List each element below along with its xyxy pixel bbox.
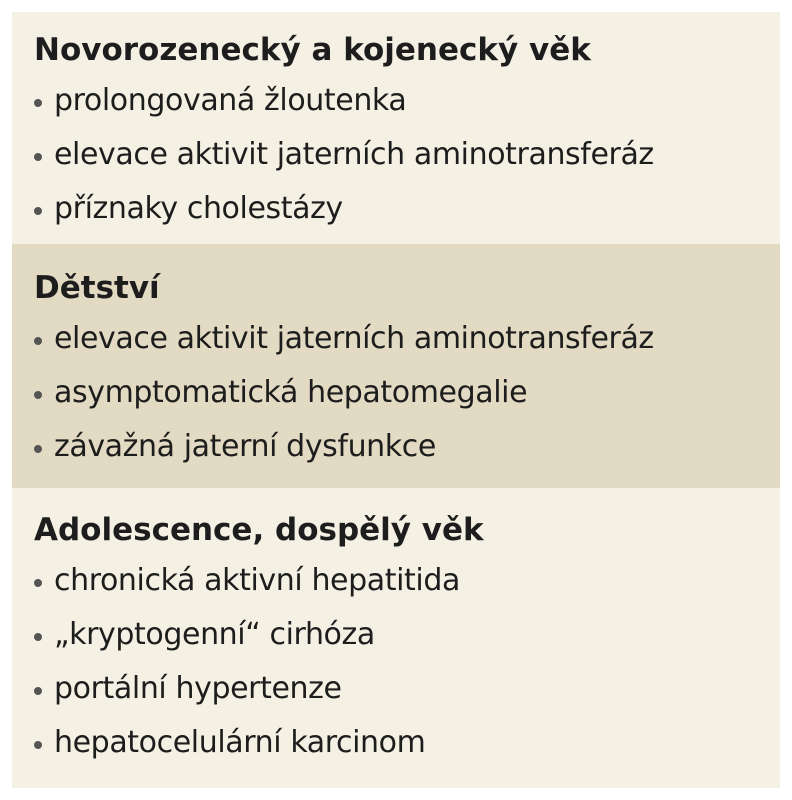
list-item-text: příznaky cholestázy [54, 191, 343, 226]
bullet-icon [34, 579, 42, 587]
list-item [34, 366, 770, 420]
bullet-icon [34, 337, 42, 345]
section-newborn-infant [12, 12, 780, 244]
list-item [34, 554, 770, 608]
bullet-icon [34, 391, 42, 399]
section-title: Adolescence, dospělý věk [34, 512, 484, 548]
bullet-icon [34, 207, 42, 215]
section-title: Dětství [34, 270, 160, 306]
list-item-text: závažná jaterní dysfunkce [54, 429, 436, 464]
list-item-text: elevace aktivit jaterních aminotransferáz [54, 321, 654, 356]
list-item [34, 182, 770, 236]
bullet-icon [34, 633, 42, 641]
list-item [34, 608, 770, 662]
list-item-text: portální hypertenze [54, 671, 342, 706]
age-symptom-table [12, 12, 780, 788]
list-item-text: elevace aktivit jaterních aminotransferáz [54, 137, 654, 172]
bullet-icon [34, 99, 42, 107]
list-item-text: prolongovaná žloutenka [54, 83, 407, 118]
list-item [34, 128, 770, 182]
list-item [34, 662, 770, 716]
list-item [34, 74, 770, 128]
section-childhood [12, 244, 780, 488]
section-adolescence-adult [12, 488, 780, 788]
list-item [34, 312, 770, 366]
list-item-text: chronická aktivní hepatitida [54, 563, 460, 598]
list-item-text: asymptomatická hepatomegalie [54, 375, 528, 410]
list-item [34, 420, 770, 474]
section-title: Novorozenecký a kojenecký věk [34, 32, 591, 68]
bullet-icon [34, 687, 42, 695]
list-item [34, 716, 770, 770]
bullet-icon [34, 153, 42, 161]
bullet-icon [34, 445, 42, 453]
list-item-text: „kryptogenní“ cirhóza [54, 617, 375, 652]
bullet-icon [34, 741, 42, 749]
list-item-text: hepatocelulární karcinom [54, 725, 426, 760]
